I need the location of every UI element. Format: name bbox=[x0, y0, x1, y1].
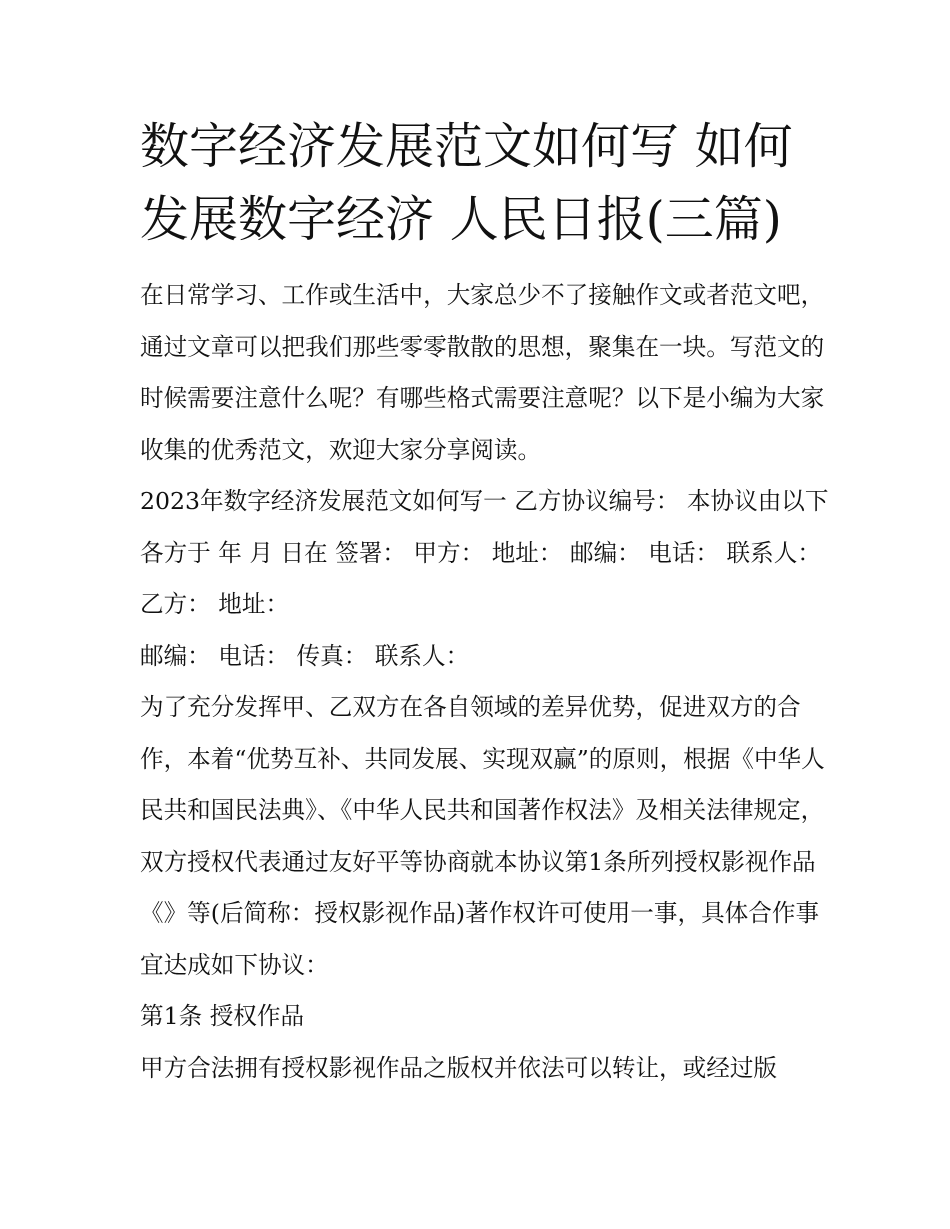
article-heading: 第1条 授权作品 bbox=[140, 1002, 305, 1030]
article-body-paragraph: 甲方合法拥有授权影视作品之版权并依法可以转让，或经过版 bbox=[140, 1053, 778, 1082]
document-body bbox=[140, 110, 830, 1094]
document-title: 数字经济发展范文如何写 如何发展数字经济 人民日报(三篇) bbox=[140, 118, 793, 248]
intro-paragraph: 在日常学习、工作或生活中，大家总少不了接触作文或者范文吧，通过文章可以把我们那些零零散散的思想，聚集在一块。写范文的时候需要注意什么呢？有哪些格式需要注意呢？以下是小编为大家收集的优秀范文，欢迎大家分享阅读。 bbox=[140, 281, 825, 464]
contact-fields-paragraph: 邮编： 电话： 传真： 联系人： bbox=[140, 641, 470, 670]
agreement-header-paragraph: 2023年数字经济发展范文如何写一 乙方协议编号： 本协议由以下各方于 年 月 日在 签署： 甲方： 地址： 邮编： 电话： 联系人： 乙方： 地址： bbox=[140, 487, 829, 618]
agreement-preamble-paragraph: 为了充分发挥甲、乙双方在各自领域的差异优势，促进双方的合作，本着“优势互补、共同发展、实现双赢”的原则，根据《中华人民共和国民法典》、《中华人民共和国著作权法》及相关法律规定，双方授权代表通过友好平等协商就本协议第1条所列授权影视作品《》等(后简称：授权影视作品)著作权许可使用一事，具体合作事宜达成如下协议： bbox=[140, 693, 825, 979]
